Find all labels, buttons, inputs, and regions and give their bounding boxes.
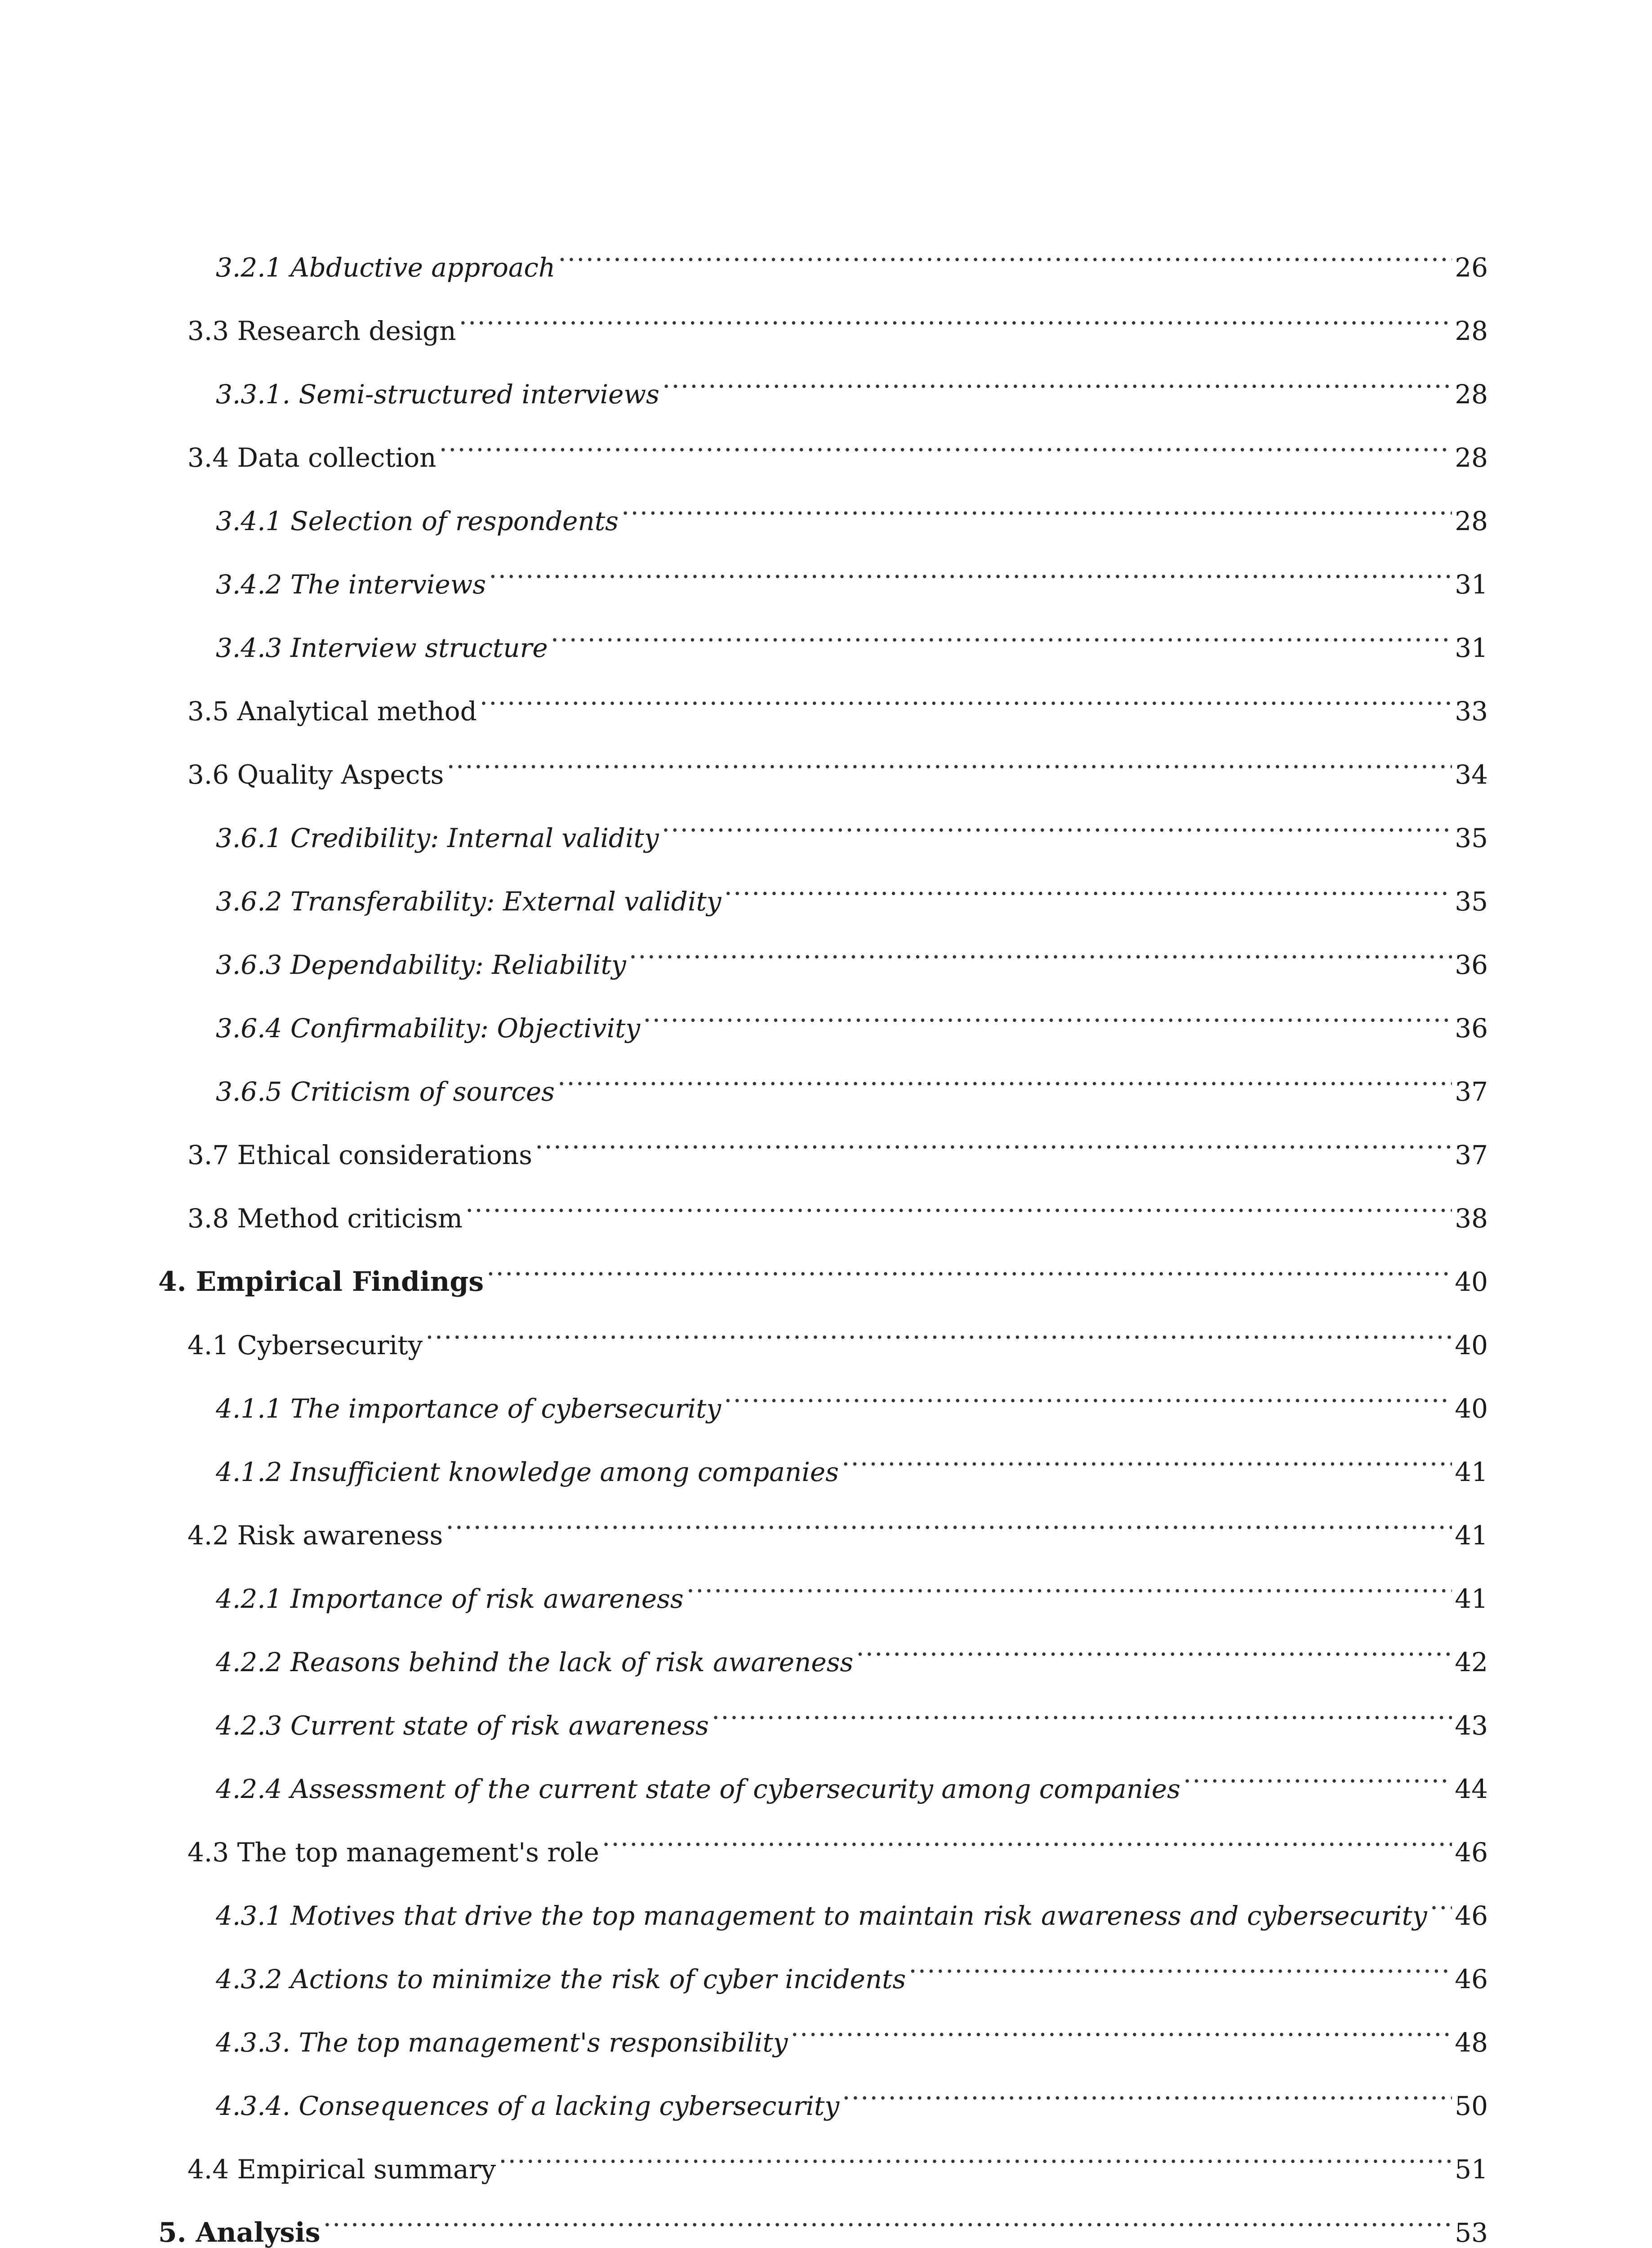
dot-leader <box>1430 1880 1452 1925</box>
toc-entry-title: 5. Analysis <box>158 2217 321 2248</box>
toc-entry[interactable] <box>187 1119 1488 1170</box>
dot-leader <box>791 2007 1452 2052</box>
toc-entry-title: 3.2.1 Abductive approach <box>216 252 556 283</box>
toc-entry[interactable] <box>216 802 1488 853</box>
dot-leader <box>465 1182 1452 1227</box>
toc-entry-page-number: 46 <box>1455 1964 1488 1994</box>
toc-entry-page-number: 26 <box>1455 252 1488 283</box>
toc-entry-page-number: 35 <box>1455 823 1488 853</box>
toc-entry[interactable] <box>216 485 1488 536</box>
toc-entry-title: 3.6.2 Transferability: External validity <box>216 886 721 917</box>
toc-entry-page-number: 31 <box>1455 633 1488 663</box>
dot-leader <box>724 865 1452 910</box>
toc-entry[interactable] <box>216 2007 1488 2058</box>
toc-entry-page-number: 46 <box>1455 1837 1488 1868</box>
toc-entry[interactable] <box>187 739 1488 790</box>
toc-entry[interactable] <box>187 295 1488 346</box>
toc-entry-title: 3.7 Ethical considerations <box>187 1140 532 1170</box>
toc-entry[interactable] <box>216 1943 1488 1994</box>
toc-entry[interactable] <box>187 422 1488 473</box>
toc-entry-title: 3.6.1 Credibility: Internal validity <box>216 823 659 853</box>
toc-entry-page-number: 28 <box>1455 442 1488 473</box>
dot-leader <box>323 2197 1452 2242</box>
toc-entry[interactable] <box>187 2133 1488 2185</box>
toc-entry-title: 3.5 Analytical method <box>187 696 477 727</box>
toc-entry[interactable] <box>216 929 1488 980</box>
toc-entry-page-number: 31 <box>1455 569 1488 600</box>
toc-entry-page-number: 28 <box>1455 379 1488 410</box>
dot-leader <box>842 1436 1452 1481</box>
toc-entry[interactable] <box>216 232 1488 283</box>
toc-entry-title: 4. Empirical Findings <box>158 1266 484 1298</box>
toc-entry-page-number: 53 <box>1455 2217 1488 2248</box>
toc-entry-title: 4.1 Cybersecurity <box>187 1330 423 1360</box>
toc-entry-title: 3.3.1. Semi-structured interviews <box>216 379 659 410</box>
toc-entry[interactable] <box>216 1690 1488 1741</box>
toc-entry-title: 3.6 Quality Aspects <box>187 759 444 790</box>
toc-entry-title: 4.1.2 Insufficient knowledge among companies <box>216 1457 839 1487</box>
dot-leader <box>856 1626 1452 1671</box>
toc-entry-title: 3.4 Data collection <box>187 442 436 473</box>
dot-leader <box>712 1690 1452 1735</box>
toc-entry-page-number: 36 <box>1455 1013 1488 1044</box>
dot-leader <box>662 802 1452 847</box>
dot-leader <box>499 2133 1452 2178</box>
dot-leader <box>480 675 1452 720</box>
dot-leader <box>557 1056 1452 1101</box>
toc-entry-title: 3.6.5 Criticism of sources <box>216 1076 555 1107</box>
toc-entry-title: 4.3.1 Motives that drive the top management to maintain risk awareness and cybersecurity <box>216 1900 1427 1931</box>
toc-entry-page-number: 40 <box>1455 1330 1488 1360</box>
toc-entry-page-number: 43 <box>1455 1710 1488 1741</box>
toc-entry-title: 4.4 Empirical summary <box>187 2154 496 2185</box>
dot-leader <box>662 358 1452 403</box>
dot-leader <box>489 549 1452 593</box>
toc-entry[interactable] <box>158 2197 1488 2248</box>
toc-entry-title: 4.3.4. Consequences of a lacking cybersecurity <box>216 2091 840 2121</box>
toc-entry-page-number: 42 <box>1455 1647 1488 1677</box>
toc-entry[interactable] <box>216 612 1488 663</box>
toc-entry[interactable] <box>187 1309 1488 1360</box>
toc-entry[interactable] <box>216 1753 1488 1804</box>
toc-entry-page-number: 36 <box>1455 950 1488 980</box>
toc-entry-page-number: 37 <box>1455 1076 1488 1107</box>
toc-entry-title: 4.2.1 Importance of risk awareness <box>216 1583 684 1614</box>
toc-entry-title: 3.4.3 Interview structure <box>216 633 548 663</box>
dot-leader <box>445 1499 1452 1544</box>
toc-entry-title: 4.3.3. The top management's responsibility <box>216 2027 788 2058</box>
toc-entry-title: 4.2.4 Assessment of the current state of cybersecurity among companies <box>216 1774 1180 1804</box>
dot-leader <box>686 1563 1452 1608</box>
toc-entry-title: 3.8 Method criticism <box>187 1203 463 1234</box>
toc-entry-page-number: 28 <box>1455 506 1488 536</box>
toc-entry[interactable] <box>216 358 1488 410</box>
dot-leader <box>446 739 1452 784</box>
toc-entry-page-number: 44 <box>1455 1774 1488 1804</box>
toc-entry[interactable] <box>216 992 1488 1044</box>
toc-entry[interactable] <box>187 1182 1488 1234</box>
toc-entry[interactable] <box>216 1373 1488 1424</box>
toc-entry[interactable] <box>187 1499 1488 1551</box>
toc-entry-title: 4.3 The top management's role <box>187 1837 599 1868</box>
toc-entry[interactable] <box>216 2070 1488 2121</box>
dot-leader <box>425 1309 1452 1354</box>
toc-entry[interactable] <box>216 1880 1488 1931</box>
dot-leader <box>558 232 1452 277</box>
dot-leader <box>724 1373 1452 1418</box>
toc-entry-page-number: 28 <box>1455 316 1488 346</box>
dot-leader <box>643 992 1452 1037</box>
toc-entry[interactable] <box>216 549 1488 600</box>
toc-entry-title: 4.3.2 Actions to minimize the risk of cyber incidents <box>216 1964 906 1994</box>
toc-entry-title: 4.2 Risk awareness <box>187 1520 443 1551</box>
toc-entry-title: 4.1.1 The importance of cybersecurity <box>216 1393 721 1424</box>
toc-entry-title: 3.4.1 Selection of respondents <box>216 506 619 536</box>
toc-entry-page-number: 35 <box>1455 886 1488 917</box>
dot-leader <box>842 2070 1452 2115</box>
toc-entry-page-number: 41 <box>1455 1520 1488 1551</box>
toc-entry-page-number: 41 <box>1455 1583 1488 1614</box>
dot-leader <box>908 1943 1452 1988</box>
toc-entry[interactable] <box>216 865 1488 917</box>
toc-entry-page-number: 51 <box>1455 2154 1488 2185</box>
dot-leader <box>621 485 1452 530</box>
toc-entry-page-number: 40 <box>1455 1267 1488 1297</box>
dot-leader <box>1183 1753 1452 1798</box>
toc-entry[interactable] <box>216 1563 1488 1614</box>
toc-entry-title: 3.6.4 Confirmability: Objectivity <box>216 1013 641 1044</box>
toc-entry-page-number: 41 <box>1455 1457 1488 1487</box>
toc-entry-title: 3.4.2 The interviews <box>216 569 486 600</box>
dot-leader <box>486 1246 1452 1291</box>
toc-entry-page-number: 33 <box>1455 696 1488 727</box>
toc-entry-title: 4.2.2 Reasons behind the lack of risk awareness <box>216 1647 854 1677</box>
toc-entry[interactable] <box>216 1056 1488 1107</box>
dot-leader <box>629 929 1452 974</box>
toc-entry-page-number: 46 <box>1455 1900 1488 1931</box>
toc-entry[interactable] <box>187 1816 1488 1868</box>
toc-entry-title: 3.3 Research design <box>187 316 456 346</box>
toc-entry-page-number: 37 <box>1455 1140 1488 1170</box>
toc-entry-title: 4.2.3 Current state of risk awareness <box>216 1710 709 1741</box>
toc-entry[interactable] <box>216 1436 1488 1487</box>
dot-leader <box>535 1119 1452 1164</box>
toc-entry[interactable] <box>187 675 1488 727</box>
toc-entry-page-number: 50 <box>1455 2091 1488 2121</box>
toc-entry[interactable] <box>158 1246 1488 1298</box>
dot-leader <box>459 295 1452 340</box>
toc-entry-page-number: 48 <box>1455 2027 1488 2058</box>
toc-entry[interactable] <box>216 1626 1488 1677</box>
dot-leader <box>602 1816 1452 1861</box>
dot-leader <box>439 422 1452 467</box>
toc-entry-page-number: 38 <box>1455 1203 1488 1234</box>
toc-entry-page-number: 34 <box>1455 759 1488 790</box>
dot-leader <box>551 612 1452 657</box>
toc-entry-page-number: 40 <box>1455 1393 1488 1424</box>
toc-entry-title: 3.6.3 Dependability: Reliability <box>216 950 626 980</box>
